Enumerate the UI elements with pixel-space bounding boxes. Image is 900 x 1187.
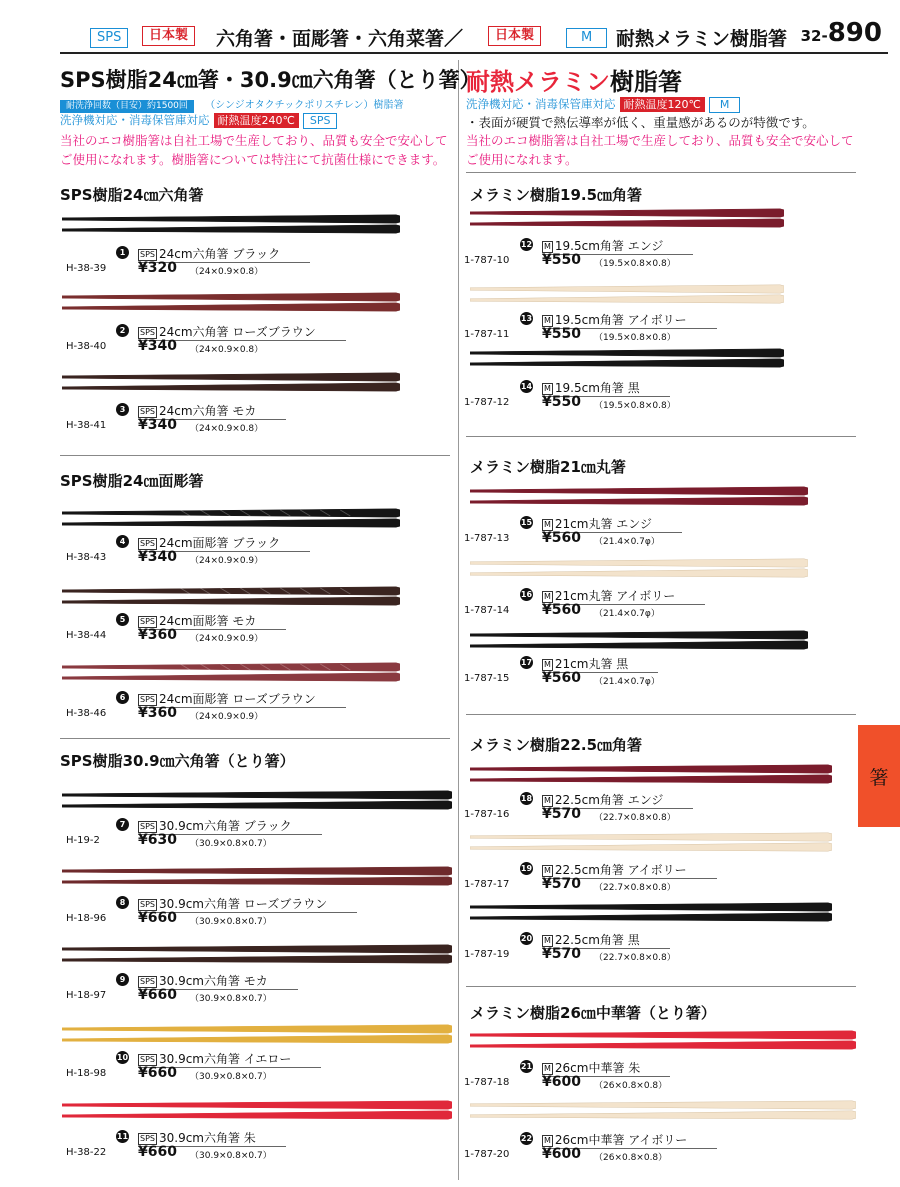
item-dimensions: （22.7×0.8×0.8） (594, 813, 676, 823)
material-mark: M (544, 795, 551, 805)
item-price: ¥660 (138, 987, 177, 1003)
chopstick (62, 1101, 452, 1109)
item-code: H-38-39 (66, 263, 107, 274)
material-mark: SPS (140, 694, 155, 704)
chopstick (62, 1111, 452, 1119)
chopsticks-image (470, 900, 832, 926)
chopstick (470, 765, 832, 773)
chopstick (470, 833, 832, 841)
chopstick (62, 1025, 452, 1033)
item-price: ¥570 (542, 806, 581, 822)
chopstick (470, 295, 784, 303)
product-item (66, 324, 456, 374)
item-price: ¥550 (542, 252, 581, 268)
item-name: M 26cm中華箸 アイボリー (542, 1131, 717, 1149)
section-divider (466, 986, 856, 987)
item-dimensions: （30.9×0.8×0.7） (190, 1151, 272, 1161)
product-item (464, 1132, 860, 1182)
chopsticks-image (470, 556, 808, 582)
section-divider (60, 455, 450, 456)
chopsticks-image (470, 762, 832, 788)
item-code: H-38-43 (66, 552, 107, 563)
chopstick (62, 597, 400, 605)
item-price: ¥340 (138, 549, 177, 565)
chopstick (62, 215, 400, 223)
item-code: H-38-41 (66, 420, 107, 431)
chopsticks-image (470, 484, 808, 510)
item-code: H-38-22 (66, 1147, 107, 1158)
material-mark: SPS (140, 616, 155, 626)
item-dimensions: （30.9×0.8×0.7） (190, 839, 272, 849)
item-price: ¥320 (138, 260, 177, 276)
item-number: 20 (520, 934, 533, 943)
chopstick (470, 569, 808, 577)
chopstick (62, 867, 452, 875)
item-code: H-19-2 (66, 835, 100, 846)
sps-tag: SPS (90, 28, 128, 48)
item-dimensions: （24×0.9×0.8） (190, 424, 264, 434)
section-title-sps-24-hex: SPS樹脂24㎝六角箸 (60, 186, 204, 204)
item-dimensions: （21.4×0.7φ） (594, 537, 660, 547)
chopstick (62, 673, 400, 681)
item-price: ¥550 (542, 326, 581, 342)
item-price: ¥340 (138, 417, 177, 433)
right-feature-bullet: ・表面が硬質で熱伝導率が低く、重量感があるのが特徴です。 (466, 115, 815, 130)
chopstick (470, 1101, 856, 1109)
left-wash-note: 耐洗浄回数（目安）約1500回 （シンジオタクチックポリスチレン）樹脂箸 (60, 96, 403, 113)
product-item (66, 1051, 456, 1101)
chopstick (470, 359, 784, 367)
item-dimensions: （19.5×0.8×0.8） (594, 259, 676, 269)
chopstick (470, 219, 784, 227)
item-number: 5 (116, 613, 129, 626)
item-name: M 22.5cm角箸 黒 (542, 931, 670, 949)
item-name: SPS 24cm六角箸 ローズブラウン (138, 323, 346, 341)
left-description: 当社のエコ樹脂箸は自社工場で生産しており、品質も安全で安心してご使用になれます。樹脂箸については特注にて抗菌仕様にできます。 (60, 133, 448, 167)
chopstick (470, 775, 832, 783)
chopsticks-image (470, 346, 784, 372)
item-name: M 21cm丸箸 アイボリー (542, 587, 705, 605)
chopstick (470, 285, 784, 293)
product-item (66, 613, 456, 663)
item-number: 4 (116, 535, 129, 548)
item-dimensions: （22.7×0.8×0.8） (594, 883, 676, 893)
item-dimensions: （21.4×0.7φ） (594, 677, 660, 687)
page-number: 32-890 (800, 18, 882, 48)
chopsticks-image (62, 788, 452, 814)
item-number: 15 (520, 518, 533, 527)
chopstick (470, 349, 784, 357)
item-number: 22 (520, 1134, 533, 1143)
item-code: 1-787-15 (464, 673, 510, 684)
item-name: M 21cm丸箸 黒 (542, 655, 658, 673)
chopstick (62, 945, 452, 953)
material-mark: M (544, 383, 551, 393)
item-price: ¥360 (138, 627, 177, 643)
chopsticks-image (62, 584, 400, 610)
product-item (464, 932, 860, 982)
made-in-japan-tag: 日本製 (142, 26, 195, 46)
item-code: 1-787-20 (464, 1149, 510, 1160)
chopstick (470, 1111, 856, 1119)
item-price: ¥360 (138, 705, 177, 721)
chopstick (470, 903, 832, 911)
section-divider (466, 436, 856, 437)
product-item (66, 818, 456, 868)
chopsticks-image (62, 942, 452, 968)
chopsticks-image (62, 1098, 452, 1124)
item-number: 13 (520, 314, 533, 323)
item-name: M 19.5cm角箸 エンジ (542, 237, 693, 255)
item-dimensions: （30.9×0.8×0.7） (190, 917, 272, 927)
material-mark: M (544, 1135, 551, 1145)
item-code: 1-787-16 (464, 809, 510, 820)
chopsticks-image (470, 206, 784, 232)
item-dimensions: （30.9×0.8×0.7） (190, 1072, 272, 1082)
left-compat: 洗浄機対応・消毒保管庫対応 耐熱温度240℃ SPS (60, 112, 337, 129)
item-price: ¥600 (542, 1074, 581, 1090)
item-name: SPS 30.9cm六角箸 モカ (138, 972, 298, 990)
header-title-right: 耐熱メラミン樹脂箸 (616, 28, 788, 50)
item-name: SPS 30.9cm六角箸 朱 (138, 1129, 286, 1147)
item-name: SPS 30.9cm六角箸 ブラック (138, 817, 322, 835)
item-dimensions: （30.9×0.8×0.7） (190, 994, 272, 1004)
chopstick (470, 913, 832, 921)
item-dimensions: （19.5×0.8×0.8） (594, 333, 676, 343)
material-mark: M (544, 241, 551, 251)
material-mark: M (544, 935, 551, 945)
item-number: 12 (520, 240, 533, 249)
item-name: SPS 24cm面彫箸 ブラック (138, 534, 310, 552)
chopstick (62, 791, 452, 799)
item-price: ¥570 (542, 946, 581, 962)
material-mark: M (544, 591, 551, 601)
item-price: ¥560 (542, 670, 581, 686)
chopstick (62, 519, 400, 527)
item-number: 8 (116, 896, 129, 909)
item-price: ¥570 (542, 876, 581, 892)
material-mark: SPS (140, 538, 155, 548)
chopsticks-image (62, 506, 400, 532)
chopstick (62, 1035, 452, 1043)
item-code: 1-787-18 (464, 1077, 510, 1088)
chopstick (62, 955, 452, 963)
item-price: ¥560 (542, 530, 581, 546)
chopstick (470, 1041, 856, 1049)
chopstick (62, 383, 400, 391)
chopsticks-image (62, 212, 400, 238)
material-mark: SPS (140, 899, 155, 909)
item-number: 2 (116, 324, 129, 337)
chopstick (470, 641, 808, 649)
item-price: ¥660 (138, 910, 177, 926)
item-name: SPS 30.9cm六角箸 ローズブラウン (138, 895, 357, 913)
chopstick (62, 373, 400, 381)
left-main-title: SPS樹脂24㎝箸・30.9㎝六角箸（とり箸） (60, 68, 481, 92)
item-code: H-18-97 (66, 990, 107, 1001)
product-item (66, 1130, 456, 1180)
item-name: M 22.5cm角箸 アイボリー (542, 861, 717, 879)
item-code: 1-787-12 (464, 397, 510, 408)
product-item (464, 238, 860, 288)
item-number: 9 (116, 973, 129, 986)
column-divider (458, 60, 459, 1180)
material-mark: SPS (140, 327, 155, 337)
material-mark: M (544, 865, 551, 875)
item-number: 10 (116, 1053, 129, 1062)
item-number: 16 (520, 590, 533, 599)
header-title-left: 六角箸・面彫箸・六角菜箸／ (216, 28, 464, 50)
item-code: 1-787-17 (464, 879, 510, 890)
section-title-sps-30-serving: SPS樹脂30.9㎝六角箸（とり箸） (60, 752, 295, 770)
item-code: 1-787-13 (464, 533, 510, 544)
item-number: 19 (520, 864, 533, 873)
item-number: 7 (116, 818, 129, 831)
chopstick (470, 559, 808, 567)
item-code: H-38-46 (66, 708, 107, 719)
item-name: M 22.5cm角箸 エンジ (542, 791, 693, 809)
item-dimensions: （19.5×0.8×0.8） (594, 401, 676, 411)
chopstick (62, 225, 400, 233)
material-mark: M (544, 659, 551, 669)
item-number: 17 (520, 658, 533, 667)
item-dimensions: （24×0.9×0.9） (190, 712, 264, 722)
section-title-melamine-26: メラミン樹脂26㎝中華箸（とり箸） (470, 1004, 716, 1022)
item-code: 1-787-10 (464, 255, 510, 266)
m-tag: M (566, 28, 607, 48)
item-name: M 21cm丸箸 エンジ (542, 515, 682, 533)
section-title-melamine-21: メラミン樹脂21㎝丸箸 (470, 458, 626, 476)
item-number: 11 (116, 1132, 129, 1141)
material-mark: M (544, 315, 551, 325)
chopsticks-image (62, 1022, 452, 1048)
item-code: 1-787-14 (464, 605, 510, 616)
item-name: M 19.5cm角箸 アイボリー (542, 311, 717, 329)
item-code: H-38-40 (66, 341, 107, 352)
material-mark: M (544, 1063, 551, 1073)
item-name: SPS 30.9cm六角箸 イエロー (138, 1050, 321, 1068)
made-in-japan-tag-2: 日本製 (488, 26, 541, 46)
item-code: H-18-98 (66, 1068, 107, 1079)
item-code: 1-787-11 (464, 329, 510, 340)
chopstick (470, 209, 784, 217)
chopsticks-image (470, 1098, 856, 1124)
item-code: H-38-44 (66, 630, 107, 641)
item-dimensions: （22.7×0.8×0.8） (594, 953, 676, 963)
item-price: ¥660 (138, 1065, 177, 1081)
material-mark: M (544, 519, 551, 529)
item-name: SPS 24cm面彫箸 ローズブラウン (138, 690, 346, 708)
item-dimensions: （24×0.9×0.9） (190, 556, 264, 566)
chopstick (62, 293, 400, 301)
chopsticks-image (62, 864, 452, 890)
item-number: 21 (520, 1062, 533, 1071)
chopstick (470, 1031, 856, 1039)
chopstick (62, 877, 452, 885)
product-item (464, 380, 860, 430)
item-number: 18 (520, 794, 533, 803)
right-compat: 洗浄機対応・消毒保管庫対応 耐熱温度120℃ M (466, 96, 740, 113)
item-price: ¥340 (138, 338, 177, 354)
chopstick (470, 843, 832, 851)
section-title-melamine-22: メラミン樹脂22.5㎝角箸 (470, 736, 643, 754)
product-item (66, 403, 456, 453)
product-item (66, 535, 456, 585)
chopsticks-image (62, 370, 400, 396)
product-item (66, 691, 456, 741)
item-number: 3 (116, 403, 129, 416)
material-mark: SPS (140, 249, 155, 259)
item-dimensions: （21.4×0.7φ） (594, 609, 660, 619)
chopsticks-image (62, 290, 400, 316)
page-header (0, 0, 900, 60)
product-item (66, 246, 456, 296)
section-divider (466, 172, 856, 173)
header-rule (60, 52, 888, 54)
item-name: SPS 24cm六角箸 ブラック (138, 245, 310, 263)
item-number: 14 (520, 382, 533, 391)
material-mark: SPS (140, 1133, 155, 1143)
chopstick (470, 631, 808, 639)
item-dimensions: （26×0.8×0.8） (594, 1081, 668, 1091)
section-divider (466, 714, 856, 715)
material-mark: SPS (140, 976, 155, 986)
right-main-title: 耐熱メラミン樹脂箸 (466, 68, 682, 96)
product-item (464, 656, 860, 706)
section-title-melamine-19: メラミン樹脂19.5㎝角箸 (470, 186, 643, 204)
material-mark: SPS (140, 1054, 155, 1064)
item-price: ¥660 (138, 1144, 177, 1160)
item-price: ¥600 (542, 1146, 581, 1162)
item-number: 6 (116, 691, 129, 704)
item-name: SPS 24cm六角箸 モカ (138, 402, 286, 420)
section-title-sps-24-carved: SPS樹脂24㎝面彫箸 (60, 472, 204, 490)
chopstick (470, 487, 808, 495)
item-price: ¥560 (542, 602, 581, 618)
item-number: 1 (116, 246, 129, 259)
item-price: ¥550 (542, 394, 581, 410)
item-dimensions: （24×0.9×0.9） (190, 634, 264, 644)
material-mark: SPS (140, 406, 155, 416)
item-dimensions: （26×0.8×0.8） (594, 1153, 668, 1163)
product-item (66, 896, 456, 946)
chopstick (470, 497, 808, 505)
chopsticks-image (470, 628, 808, 654)
item-code: 1-787-19 (464, 949, 510, 960)
material-mark: SPS (140, 821, 155, 831)
chopsticks-image (62, 660, 400, 686)
item-dimensions: （24×0.9×0.8） (190, 345, 264, 355)
item-name: M 26cm中華箸 朱 (542, 1059, 670, 1077)
item-name: SPS 24cm面彫箸 モカ (138, 612, 286, 630)
chopstick (62, 801, 452, 809)
chopsticks-image (470, 1028, 856, 1054)
chopsticks-image (470, 282, 784, 308)
right-description: 当社のエコ樹脂箸は自社工場で生産しており、品質も安全で安心してご使用になれます。 (466, 133, 854, 167)
product-item (66, 973, 456, 1023)
chopsticks-index-tab[interactable]: 箸 (858, 725, 900, 827)
chopsticks-image (470, 830, 832, 856)
item-name: M 19.5cm角箸 黒 (542, 379, 670, 397)
item-code: H-18-96 (66, 913, 107, 924)
item-price: ¥630 (138, 832, 177, 848)
item-dimensions: （24×0.9×0.8） (190, 267, 264, 277)
chopstick (62, 303, 400, 311)
